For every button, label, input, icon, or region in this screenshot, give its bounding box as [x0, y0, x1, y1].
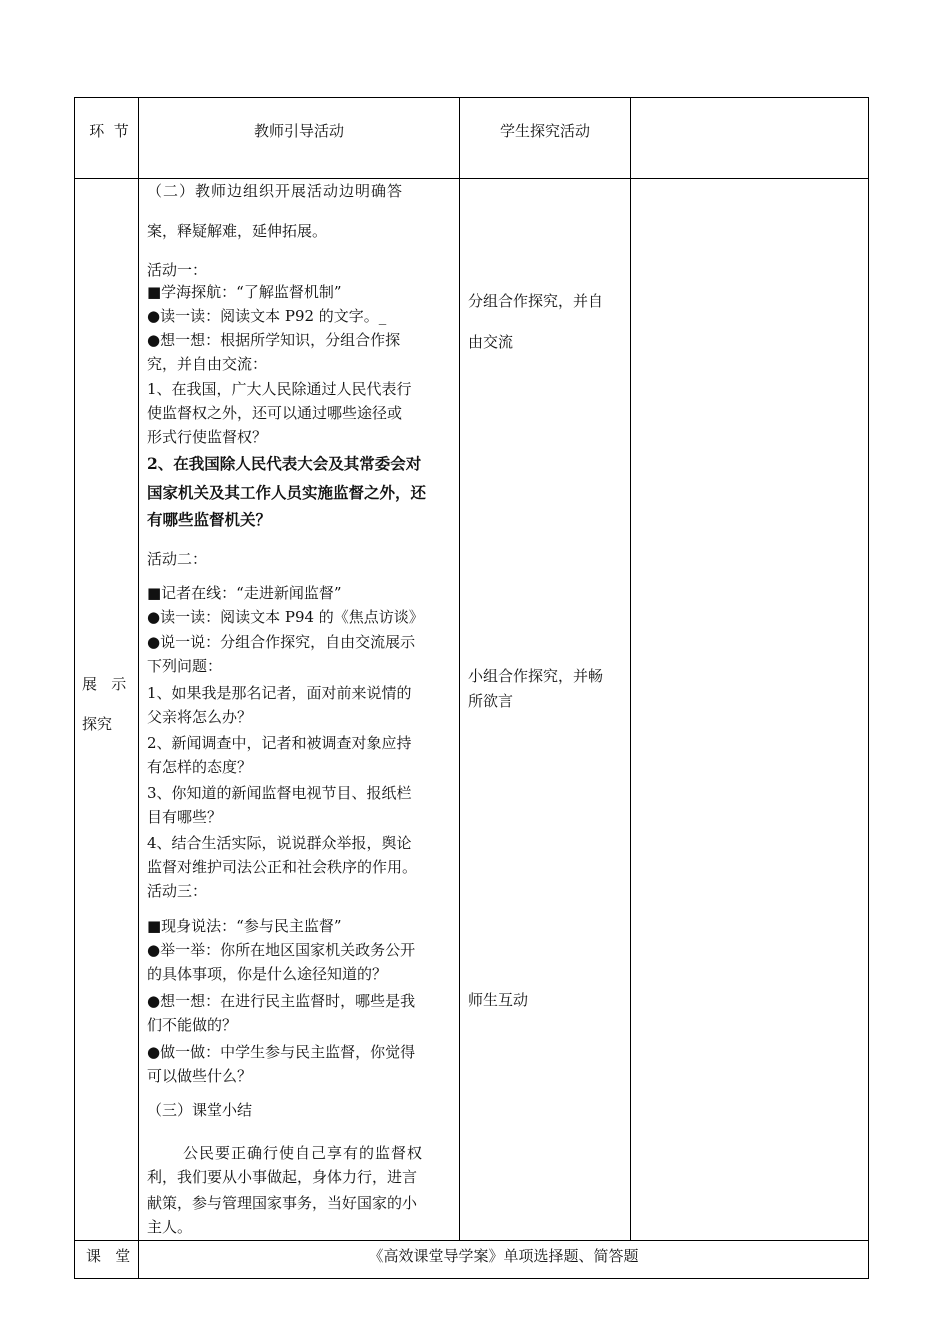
activity3-line: ●做一做：中学生参与民主监督，你觉得: [147, 1043, 416, 1061]
activity3-line: 的具体事项，你是什么途径知道的？: [147, 965, 388, 983]
summary-line: 献策，参与管理国家事务，当好国家的小: [147, 1194, 418, 1212]
activity3-line: ●举一举：你所在地区国家机关政务公开: [147, 941, 416, 959]
column-divider-3: [630, 97, 631, 1241]
header-bottom-border: [74, 178, 869, 179]
bold-question-line: 有哪些监督机关？: [147, 510, 272, 529]
activity2-line: 父亲将怎么办？: [147, 708, 253, 726]
activity2-title: 活动二：: [147, 550, 208, 568]
activity1-line: 究，并自由交流：: [147, 355, 268, 373]
activity2-line: 3、你知道的新闻监督电视节目、报纸栏: [147, 784, 412, 802]
header-student-activity: 学生探究活动: [499, 122, 590, 140]
activity1-line: ■学海探航：“了解监督机制”: [147, 283, 342, 301]
activity1-line: ●想一想：根据所学知识，分组合作探: [147, 331, 401, 349]
bold-question-line: 2、在我国除人民代表大会及其常委会对: [147, 454, 422, 473]
student-activity-2-line1: 小组合作探究，并畅: [468, 667, 604, 685]
activity3-line: ●想一想：在进行民主监督时，哪些是我: [147, 992, 416, 1010]
summary-line: 利，我们要从小事做起，身体力行，进言: [147, 1168, 418, 1186]
footer-label: 课 堂: [86, 1247, 131, 1265]
activity1-title: 活动一：: [147, 261, 208, 279]
body-bottom-border: [74, 1240, 869, 1241]
summary-line: 公民要正确行使自己享有的监督权: [183, 1144, 424, 1162]
student-activity-1-line2: 由交流: [468, 333, 514, 351]
activity1-line: 1、在我国，广大人民除通过人民代表行: [147, 380, 412, 398]
summary-line: 主人。: [147, 1218, 193, 1236]
table-bottom-border: [74, 1278, 869, 1279]
table-left-border: [74, 97, 75, 1279]
table-right-border: [868, 97, 869, 1279]
header-teacher-activity: 教师引导活动: [253, 122, 344, 140]
activity2-line: 有怎样的态度？: [147, 758, 253, 776]
student-activity-2-line2: 所欲言: [468, 692, 514, 710]
table-top-border: [74, 97, 869, 98]
activity2-line: 下列问题：: [147, 657, 223, 675]
activity2-line: 1、如果我是那名记者，面对前来说情的: [147, 684, 412, 702]
activity3-line: ■现身说法：“参与民主监督”: [147, 917, 342, 935]
stage-label-line2: 探究: [82, 715, 113, 733]
activity2-line: ●说一说：分组合作探究，自由交流展示: [147, 633, 416, 651]
activity2-line: 2、新闻调查中，记者和被调查对象应持: [147, 734, 412, 752]
activity2-line: 目有哪些？: [147, 808, 223, 826]
activity2-line: 监督对维护司法公正和社会秩序的作用。: [147, 858, 418, 876]
column-divider-1: [138, 97, 139, 1279]
bold-question-line: 国家机关及其工作人员实施监督之外，还: [147, 483, 427, 502]
summary-title: （三）课堂小结: [147, 1101, 253, 1119]
student-activity-1-line1: 分组合作探究，并自: [468, 292, 604, 310]
teacher-intro-line1: （二）教师边组织开展活动边明确答: [147, 182, 404, 200]
activity3-title: 活动三：: [147, 882, 208, 900]
activity2-line: ●读一读：阅读文本 P94 的《焦点访谈》: [147, 608, 424, 626]
activity1-line: 使监督权之外，还可以通过哪些途径或: [147, 404, 403, 422]
activity1-line: ●读一读：阅读文本 P92 的文字。_: [147, 307, 387, 325]
footer-content: 《高效课堂导学案》单项选择题、简答题: [368, 1247, 639, 1265]
student-activity-3: 师生互动: [468, 991, 529, 1009]
activity3-line: 们不能做的？: [147, 1016, 238, 1034]
header-section-label: 环 节: [89, 122, 129, 140]
activity2-line: ■记者在线：“走进新闻监督”: [147, 584, 342, 602]
stage-label-line1: 展 示: [82, 675, 127, 693]
activity2-line: 4、结合生活实际，说说群众举报，舆论: [147, 834, 412, 852]
activity1-line: 形式行使监督权？: [147, 428, 268, 446]
teacher-intro-line2: 案，释疑解难，延伸拓展。: [147, 222, 328, 240]
column-divider-2: [459, 97, 460, 1241]
activity3-line: 可以做些什么？: [147, 1067, 253, 1085]
